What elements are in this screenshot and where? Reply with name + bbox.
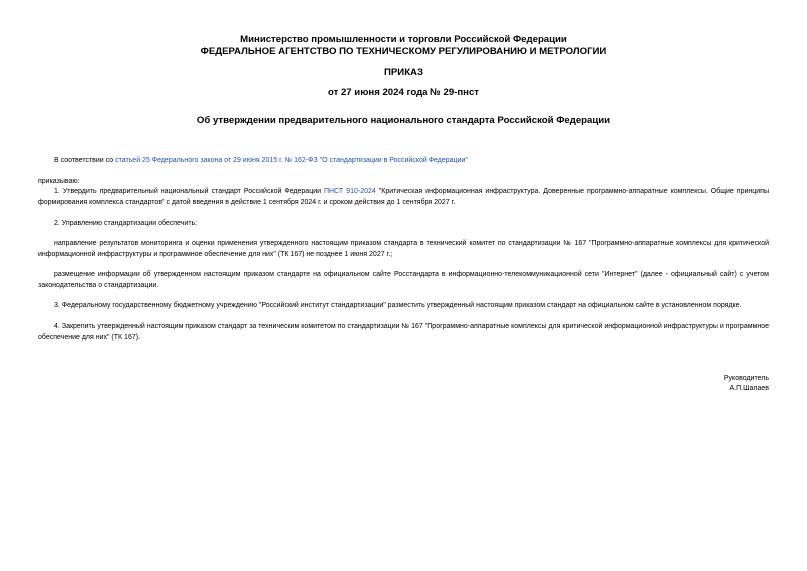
item-1-suffix: "Критическая информационная инфраструктура. Доверенные программно-аппаратные комплексы. Общие принципы формирования комплекса стандартов" с датой введения в действие 1 сентября 2024 г. и сроком действия до 1 сентября 2027 г. bbox=[38, 188, 770, 206]
item-1 bbox=[38, 187, 769, 208]
ministry-name: Министерство промышленности и торговли Российской Федерации bbox=[240, 34, 567, 45]
intro-paragraph bbox=[38, 156, 769, 167]
intro-prefix: В соответствии со bbox=[54, 157, 116, 164]
item-3: 3. Федеральному государственному бюджетному учреждению "Российский институт стандартизации" разместить утвержденный настоящим приказом стандарт на официальном сайте в установленном порядке. bbox=[54, 302, 742, 309]
item-1-prefix: 1. Утвердить предварительный национальный стандарт Российской Федерации bbox=[54, 188, 325, 195]
order-word: приказываю: bbox=[38, 178, 80, 185]
signature-position: Руководитель bbox=[723, 375, 769, 382]
agency-name: ФЕДЕРАЛЬНОЕ АГЕНТСТВО ПО ТЕХНИЧЕСКОМУ РЕГУЛИРОВАНИЮ И МЕТРОЛОГИИ bbox=[200, 46, 607, 57]
standard-link[interactable]: ПНСТ 910-2024 bbox=[324, 188, 376, 195]
doc-type: ПРИКАЗ bbox=[384, 67, 423, 78]
signature-name: А.П.Шалаев bbox=[729, 385, 769, 392]
doc-date-number: от 27 июня 2024 года № 29-пнст bbox=[327, 87, 480, 98]
item-2-sub-2: размещение информации об утвержденном настоящим приказом стандарте на официальном сайте Росстандарта в информационно-телекоммуникационной сети "Интернет" (далее - официальный сайт) с учетом законодательства о стандартизации. bbox=[38, 271, 769, 289]
item-2-sub-1: направление результатов мониторинга и оценки применения утвержденного настоящим приказом стандарта в технический комитет по стандартизации № 167 "Программно-аппаратные комплексы для критической информационной инфраструктуры и программное обеспечение для них" (ТК 167) не позднее 1 июня 2027 г.; bbox=[38, 240, 769, 258]
law-link[interactable]: статьей 25 Федерального закона от 29 июня 2015 г. № 162-ФЗ "О стандартизации в Российской Федерации" bbox=[115, 157, 468, 164]
item-2: 2. Управлению стандартизации обеспечить: bbox=[54, 220, 198, 227]
doc-title: Об утверждении предварительного национального стандарта Российской Федерации bbox=[196, 115, 611, 126]
item-4: 4. Закрепить утвержденный настоящим приказом стандарт за техническим комитетом по стандартизации № 167 "Программно-аппаратные комплексы для критической информационной инфраструктуры и программное обеспечение для них" (ТК 167). bbox=[38, 323, 769, 341]
